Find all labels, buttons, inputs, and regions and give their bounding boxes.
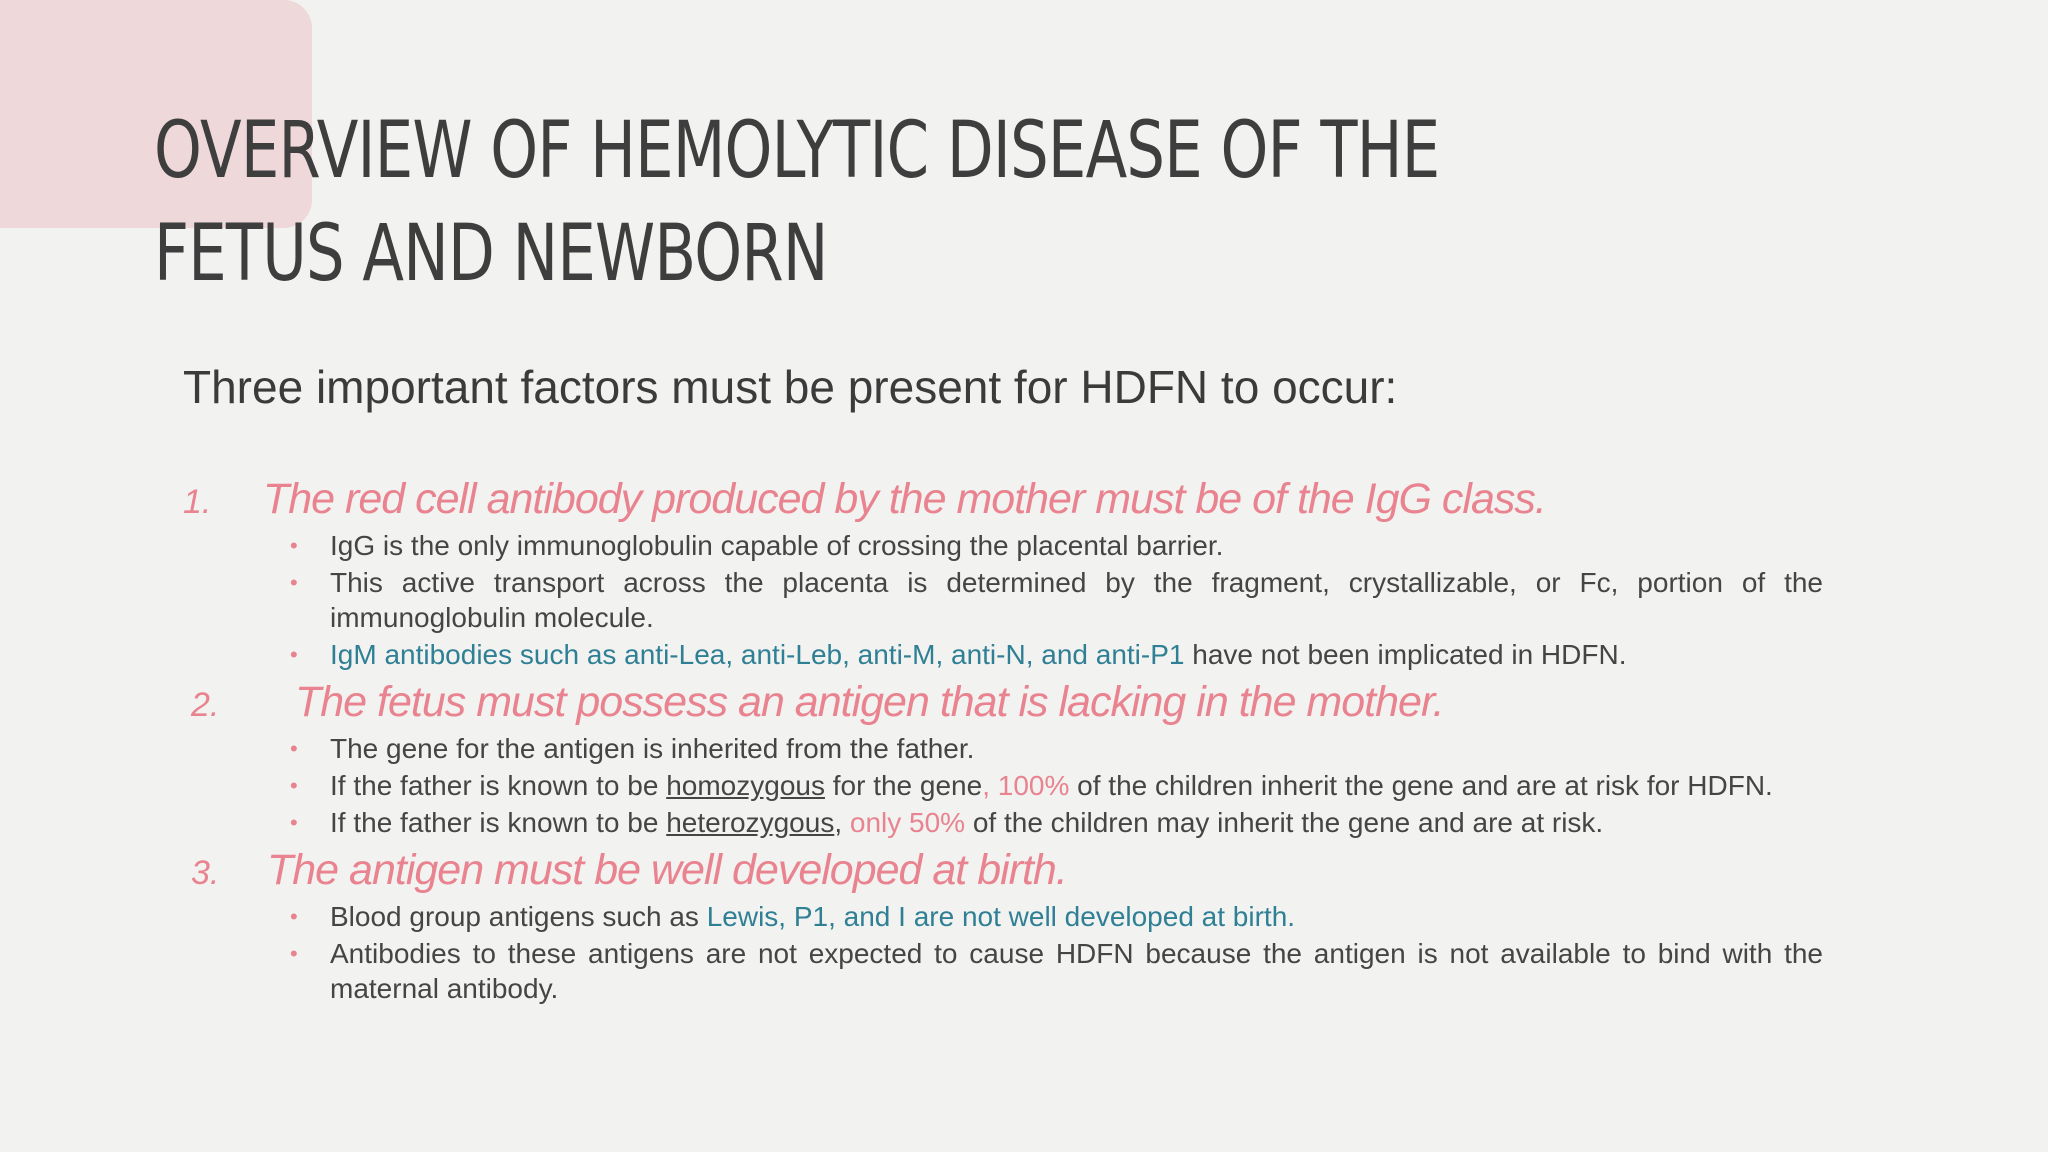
list-item	[290, 565, 1823, 635]
factor-number: 3.	[191, 854, 220, 892]
list-item	[290, 805, 1823, 840]
factor-heading-text: The antigen must be well developed at birth.	[267, 846, 1067, 894]
subheading: Three important factors must be present for HDFN to occur:	[183, 361, 1398, 413]
factor-number: 1.	[183, 483, 212, 521]
bullet-icon: •	[290, 904, 298, 929]
point-text: The gene for the antigen is inherited from the father.	[330, 733, 975, 764]
point-text: IgG is the only immunoglobulin capable of crossing the placental barrier.	[330, 530, 1224, 561]
factor-list	[183, 475, 1823, 1010]
point-underlined-text: heterozygous	[666, 807, 835, 838]
bullet-icon: •	[290, 941, 298, 966]
factor-heading-3	[183, 846, 1823, 895]
point-text: have not been implicated in HDFN.	[1184, 639, 1627, 670]
factor-heading-text: The red cell antibody produced by the mother must be of the IgG class.	[263, 475, 1546, 523]
point-text: of the children inherit the gene and are at risk for HDFN.	[1069, 770, 1773, 801]
factor-heading-2	[183, 678, 1823, 727]
point-underlined-text: homozygous	[666, 770, 825, 801]
slide-title: OVERVIEW OF HEMOLYTIC DISEASE OF THE FETUS AND NEWBORN	[154, 106, 1440, 299]
list-item	[290, 768, 1823, 803]
bullet-icon: •	[290, 533, 298, 558]
factor-3-points	[183, 899, 1823, 1006]
point-text: for the gene	[824, 770, 983, 801]
point-text: If the father is known to be	[330, 770, 667, 801]
factor-heading-text: The fetus must possess an antigen that is lacking in the mother.	[295, 678, 1444, 726]
bullet-icon: •	[290, 773, 298, 798]
list-item	[290, 936, 1823, 1006]
point-highlight-text: , 100%	[982, 770, 1070, 801]
bullet-icon: •	[290, 642, 298, 667]
list-item	[290, 528, 1823, 563]
point-highlight-text: only 50%	[842, 807, 966, 838]
factor-1-points	[183, 528, 1823, 672]
point-text: If the father is known to be	[330, 807, 667, 838]
factor-2-points	[183, 731, 1823, 840]
point-text: of the children may inherit the gene and are at risk.	[965, 807, 1604, 838]
bullet-icon: •	[290, 810, 298, 835]
factor-number: 2.	[191, 686, 220, 724]
list-item	[290, 731, 1823, 766]
point-text: Blood group antigens such as	[330, 901, 707, 932]
list-item	[290, 637, 1823, 672]
list-item	[290, 899, 1823, 934]
point-text: ,	[834, 807, 843, 838]
point-text: Antibodies to these antigens are not expected to cause HDFN because the antigen is not available to bind with the maternal antibody.	[330, 938, 1823, 1004]
bullet-icon: •	[290, 736, 298, 761]
point-highlight-text: Lewis, P1, and I are not well developed at birth.	[706, 901, 1296, 932]
point-highlight-text: IgM antibodies such as anti-Lea, anti-Leb, anti-M, anti-N, and anti-P1	[330, 639, 1185, 670]
point-text: This active transport across the placenta is determined by the fragment, crystallizable, or Fc, portion of the immunoglobulin molecule.	[330, 567, 1823, 633]
factor-heading-1	[183, 475, 1823, 524]
bullet-icon: •	[290, 570, 298, 595]
